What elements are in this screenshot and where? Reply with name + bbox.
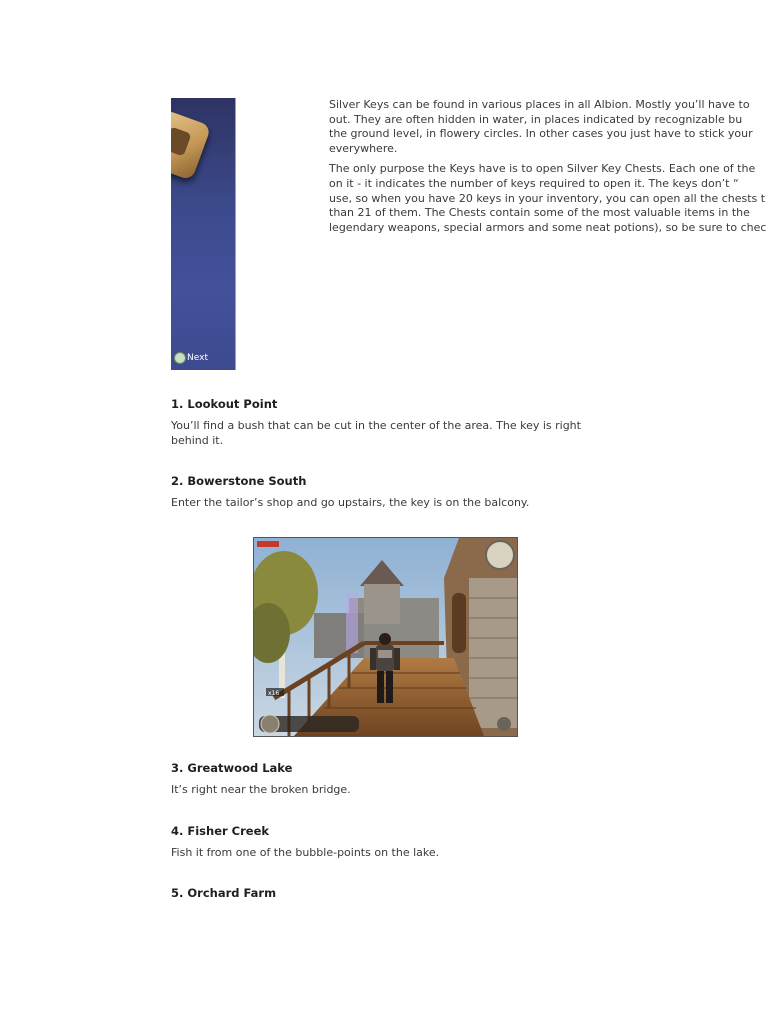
section-body-fisher-creek: Fish it from one of the bubble-points on the lake. <box>171 846 440 859</box>
silver-key-illustration <box>171 109 211 181</box>
intro-paragraph-2: The only purpose the Keys have is to open Silver Key Chests. Each one of the on it - it indicates the number of keys required to open it. The keys don’t “ use, so when you have 20 keys in your inventory, you can open all the chests t than 21 of them. The Chests contain some of the most valuable items in the legendary weapons, special armors and some neat potions), so be sure to chec <box>329 162 767 234</box>
key-menu-image <box>171 98 236 370</box>
next-label: Next <box>187 353 208 363</box>
section-body-greatwood-lake: It’s right near the broken bridge. <box>171 783 351 796</box>
section-title-orchard-farm: 5. Orchard Farm <box>171 886 277 900</box>
next-prompt <box>174 352 208 364</box>
balcony-screenshot <box>253 537 518 737</box>
next-button-icon <box>174 352 186 364</box>
intro-paragraph-1: Silver Keys can be found in various places in all Albion. Mostly you’ll have to out. They are often hidden in water, in places indicated by recognizable bu the ground level, in flowery circles. In other cases you just have to stick your everywhere. <box>329 98 753 155</box>
section-title-fisher-creek: 4. Fisher Creek <box>171 824 270 838</box>
section-title-greatwood-lake: 3. Greatwood Lake <box>171 761 293 775</box>
section-title-bowerstone-south: 2. Bowerstone South <box>171 474 307 488</box>
section-body-bowerstone-south: Enter the tailor’s shop and go upstairs, the key is on the balcony. <box>171 496 530 509</box>
hud-counter: x16 <box>268 690 280 697</box>
intro-text <box>329 98 768 241</box>
section-body-lookout-point: You’ll find a bush that can be cut in the center of the area. The key is right behind it. <box>171 419 581 447</box>
section-title-lookout-point: 1. Lookout Point <box>171 397 278 411</box>
